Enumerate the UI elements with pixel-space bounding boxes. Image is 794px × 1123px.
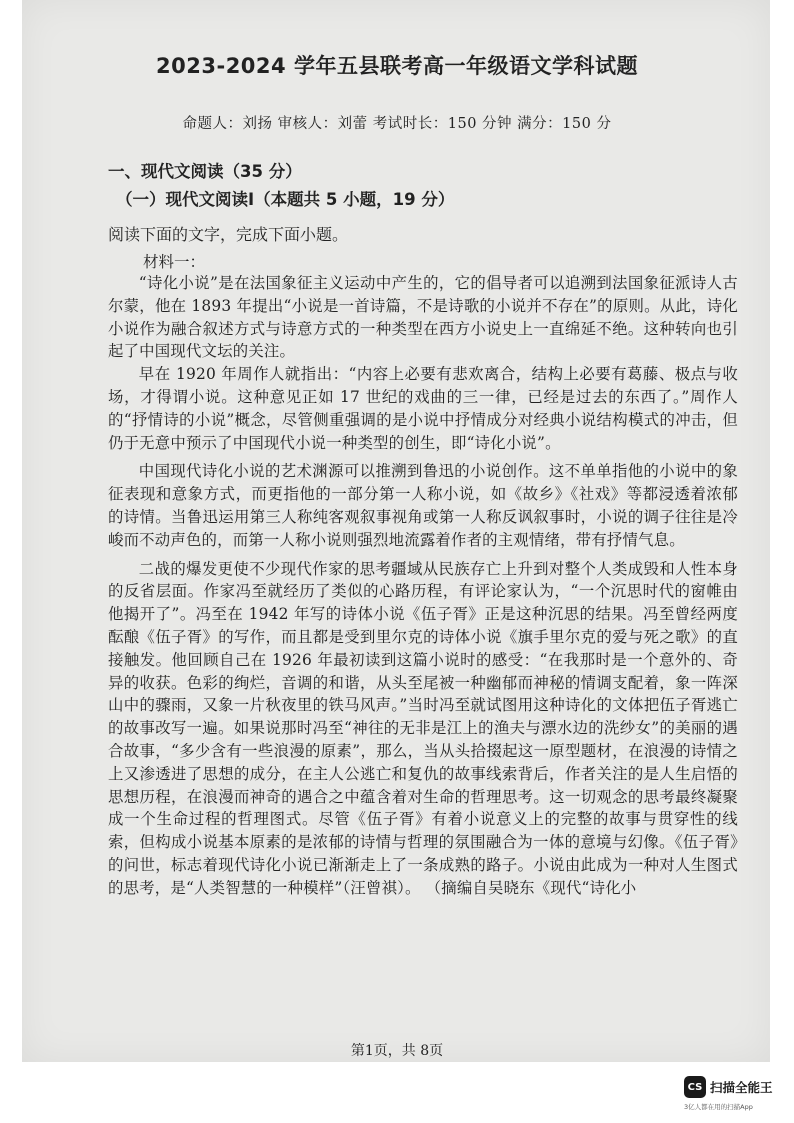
passage-paragraph-4: 二战的爆发更使不少现代作家的思考疆域从民族存亡上升到对整个人类成毁和人性本身的反省层面。作家冯至就经历了类似的心路历程，有评论家认为，“一个沉思时代的窗帷由他揭开了”。冯至在 1942 年写的诗体小说《伍子胥》正是这种沉思的结果。冯至曾经两度酝酿《伍子胥》的写作，而且都是受到里尔克的诗体小说《旗手里尔克的爱与死之歌》的直接触发。他回顾自己在 1926 年最初读到这篇小说时的感受：“在我那时是一个意外的、奇异的收获。色彩的绚烂，音调的和谐，从头至尾被一种幽郁而神秘的情调支配着，象一阵深山中的骤雨，又象一片秋夜里的铁马风声。”当时冯至就试图用这种诗化的文体把伍子胥逃亡的故事改写一遍。如果说那时冯至“神往的无非是江上的渔夫与漂水边的洗纱女”的美丽的遇合故事，“多少含有一些浪漫的原素”，那么，当从头拾掇起这一原型题材，在浪漫的诗情之上又渗透进了思想的成分，在主人公逃亡和复仇的故事线索背后，作者关注的是人生启悟的思想历程，在浪漫而神奇的遇合之中蕴含着对生命的哲理思考。这一切观念的思考最终凝聚成一个生命过程的哲理图式。尽管《伍子胥》有着小说意义上的完整的故事与贯穿性的线索，但构成小说基本原素的是浓郁的诗情与哲理的氛围融合为一体的意境与幻像。《伍子胥》的问世，标志着现代诗化小说已渐渐走上了一条成熟的路子。小说由此成为一种对人生图式的思考，是“人类智慧的一种模样”（汪曾祺）。 （摘编自吴晓东《现代“诗化小 [108,559,738,897]
passage-paragraph-3: 中国现代诗化小说的艺术渊源可以推溯到鲁迅的小说创作。这不单单指他的小说中的象征表现和意象方式，而更指他的一部分第一人称小说，如《故乡》《社戏》等都浸透着浓郁的诗情。当鲁迅运用第三人称纯客观叙事视角或第一人称反讽叙事时，小说的调子往往是冷峻而不动声色的，而第一人称小说则强烈地流露着作者的主观情绪，带有抒情气息。 [108,462,738,549]
material-label: 材料一： [143,253,206,271]
scanner-app-name: 扫描全能王 [710,1080,773,1095]
subsection-heading: （一）现代文阅读Ⅰ（本题共 5 小题，19 分） [116,190,455,209]
scanner-logo-icon: CS [684,1076,706,1098]
exam-meta-info: 命题人：刘扬 审核人：刘蕾 考试时长：150 分钟 满分：150 分 [182,116,612,132]
scanner-watermark [684,1076,784,1116]
section-heading: 一、现代文阅读（35 分） [108,162,302,181]
exam-title: 2023-2024 学年五县联考高一年级语文学科试题 [156,54,638,78]
page-number: 第1页，共 8页 [350,1043,444,1059]
passage-paragraph-2: 早在 1920 年周作人就指出：“内容上必要有悲欢离合，结构上必要有葛藤、极点与收场，才得谓小说。这种意见正如 17 世纪的戏曲的三一律，已经是过去的东西了。”周作人的“抒情诗的小说”概念，尽管侧重强调的是小说中抒情成分对经典小说结构模式的冲击，但仍于无意中预示了中国现代小说一种类型的创生，即“诗化小说”。 [108,365,738,452]
passage-paragraph-1: “诗化小说”是在法国象征主义运动中产生的，它的倡导者可以追溯到法国象征派诗人古尔蒙，他在 1893 年提出“小说是一首诗篇，不是诗歌的小说并不存在”的原则。从此，诗化小说作为融合叙述方式与诗意方式的一种类型在西方小说史上一直绵延不绝。这种转向也引起了中国现代文坛的关注。 [108,274,738,361]
reading-instruction: 阅读下面的文字，完成下面小题。 [108,225,349,244]
passage-body [108,264,738,900]
scanner-tagline: 3亿人都在用的扫描App [684,1103,753,1111]
